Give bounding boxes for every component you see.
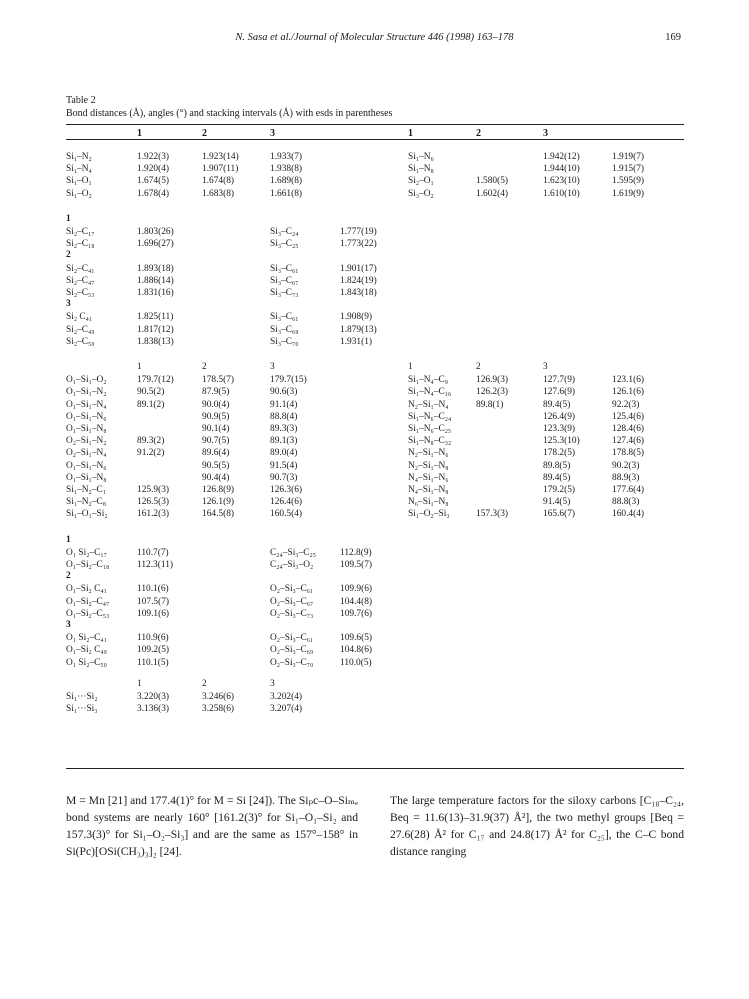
bond-label: Si₃–C₇₃ [270, 288, 299, 298]
bond-value: 1.942(12) [543, 152, 580, 162]
angle-label: O₁–Si₂ C₄₉ [66, 645, 107, 656]
bond-label: Si₃–C₆₉ [270, 324, 299, 335]
angle-label: O₁ Si₂–C₄₁ [66, 633, 107, 644]
angle-value: 90.9(5) [202, 411, 230, 422]
bond-value: 1.825(11) [137, 312, 174, 323]
angle-value: 179.7(15) [270, 375, 307, 386]
compound-section-label: 3 [66, 299, 71, 310]
angle-value: 125.4(6) [612, 411, 645, 422]
bond-value: 1.678(4) [137, 188, 170, 199]
bond-label: Si₂–C₁₈ [66, 239, 95, 250]
bond-label: Si₂–C₄₉ [66, 324, 95, 335]
angle-value: 107.5(7) [137, 596, 170, 607]
angle-value: 109.9(6) [340, 584, 373, 595]
bond-value: 1.893(18) [137, 263, 174, 274]
angle-value: 126.8(9) [202, 485, 235, 495]
angle-value: 123.1(6) [612, 375, 645, 386]
stack-value: 3.136(3) [137, 704, 170, 715]
angle-value: 126.3(6) [270, 485, 303, 495]
angle-label: O₁–Si₁–N₄ [66, 399, 107, 410]
compound-section-label: 2 [66, 571, 71, 582]
angle-label: Si₁–N₄–C₉ [408, 375, 449, 386]
stack-column-header: 1 [137, 678, 142, 689]
page-number: 169 [665, 32, 681, 43]
angle-label: N₂–Si₁–N₆ [408, 448, 449, 459]
angle-label: O₂–Si₃–C₆₁ [270, 633, 314, 644]
column-header: 3 [270, 128, 275, 139]
angle-value: 90.7(5) [202, 436, 230, 447]
table-bottom-rule [66, 768, 684, 769]
angle-value: 126.5(3) [137, 497, 170, 508]
angle-value: 89.8(5) [543, 460, 571, 471]
bond-label: Si₂–C₁₇ [66, 227, 95, 237]
bond-label: Si₂–O₁ [408, 176, 434, 187]
bond-label: Si₂ C₄₁ [66, 312, 93, 323]
angle-label: N₂–Si₁–N₄ [408, 399, 449, 410]
stack-value: 3.246(6) [202, 692, 235, 702]
bond-label: Si₃–C₆₁ [270, 312, 299, 323]
body-text-left: M = Mn [21] and 177.4(1)° for M = Si [24]). The Siₚc–O–Siₘₑ bond systems are nearly 160° [161.2(3)° for Si₁–O₁–Si₂ and 157.3(3)° for Si₁–O₂–Si₃] and are the same as 157°–158° in Si(Pc)[OSi(CH₃)₃]₂ [24]. [66, 794, 358, 858]
angle-label: O₁–Si₁–N₈ [66, 424, 107, 434]
angle-label: C₂₄–Si₃–C₂₅ [270, 547, 317, 558]
bond-label: Si₁–N₆ [408, 152, 434, 162]
angle-value: 90.5(2) [137, 387, 165, 398]
bond-label: Si₁–O₂ [66, 188, 92, 199]
bond-value: 1.674(5) [137, 176, 170, 187]
bond-value: 1.610(10) [543, 188, 580, 199]
angle-label: O₁–Si₂ C₄₁ [66, 584, 107, 595]
angle-value: 88.8(3) [612, 497, 640, 508]
angle-label: Si₁–N₈–C₃₂ [408, 436, 452, 447]
angle-value: 89.0(4) [270, 448, 298, 459]
angle-value: 88.9(3) [612, 472, 640, 483]
body-text-right: The large temperature factors for the siloxy carbons [C₁₈–C₂₄, Beq = 11.6(13)–31.9(37) Å²], the two methyl groups [Beq = 27.6(28) Å² for C₁₇ and 24.8(17) Å² for C₂₅], the C–C bond distance ranging [390, 794, 684, 858]
angle-value: 127.7(9) [543, 375, 576, 386]
angle-label: Si₁–N₂–C₈ [66, 497, 107, 508]
bond-label: Si₃–C₆₁ [270, 263, 299, 274]
bond-value: 1.944(10) [543, 164, 580, 175]
angle-label: O₁–Si₂–C₄₇ [66, 596, 110, 607]
angle-value: 109.7(6) [340, 608, 373, 619]
bond-value: 1.901(17) [340, 263, 377, 274]
bond-label: Si₂–C₄₇ [66, 275, 95, 286]
bond-label: Si₁–O₁ [66, 176, 92, 187]
angle-value: 178.2(5) [543, 448, 576, 459]
bond-value: 1.931(1) [340, 336, 373, 347]
angle-value: 110.7(7) [137, 547, 169, 558]
angle-value: 104.8(6) [340, 645, 373, 656]
angle-label: O₂–Si₃–C₇₃ [270, 608, 314, 619]
bond-label: Si₂–C₄₁ [66, 263, 95, 274]
bond-value: 1.595(9) [612, 176, 645, 187]
compound-section-label: 3 [66, 620, 71, 630]
angle-value: 89.8(1) [476, 399, 504, 410]
angle-value: 178.5(7) [202, 375, 235, 386]
angle-value: 90.4(4) [202, 472, 230, 483]
column-header: 1 [408, 128, 413, 139]
angle-value: 109.2(5) [137, 645, 170, 656]
angle-value: 177.6(4) [612, 485, 645, 495]
bond-label: Si₂–C₅₀ [66, 336, 95, 347]
angle-value: 126.2(3) [476, 387, 509, 398]
angle-label: Si₁–O₁–Si₂ [66, 509, 108, 520]
angle-label: Si₁–N₄–C₁₆ [408, 387, 452, 398]
angle-label: O₁ Si₂–C₁₇ [66, 547, 107, 558]
angle-value: 179.7(12) [137, 375, 174, 386]
angle-label: O₁–Si₁–N₈ [66, 472, 107, 483]
angle-value: 109.5(7) [340, 560, 373, 570]
table-top-rule [66, 124, 684, 125]
angle-value: 165.6(7) [543, 509, 576, 520]
bond-value: 1.879(13) [340, 324, 377, 335]
column-header: 3 [543, 128, 548, 139]
angle-value: 123.3(9) [543, 424, 576, 434]
angle-label: O₁–Si₁–O₂ [66, 375, 107, 386]
angle-label: O₁–Si₁–N₂ [66, 387, 107, 398]
angle-value: 160.5(4) [270, 509, 303, 520]
angle-value: 112.8(9) [340, 547, 372, 558]
angle-value: 178.8(5) [612, 448, 645, 459]
angle-label: C₂₄–Si₃–O₂ [270, 560, 314, 570]
angle-column-header: 2 [202, 362, 207, 372]
stack-value: 3.207(4) [270, 704, 303, 715]
angle-value: 89.4(5) [543, 399, 571, 410]
angle-value: 104.4(8) [340, 596, 373, 607]
angle-value: 91.5(4) [270, 460, 298, 471]
angle-label: O₁ Si₂–C₅₀ [66, 657, 107, 668]
stack-label: Si₁···Si₂ [66, 692, 98, 702]
angle-column-header: 1 [408, 362, 413, 372]
angle-value: 161.2(3) [137, 509, 170, 520]
angle-value: 126.4(9) [543, 411, 576, 422]
angle-value: 91.4(5) [543, 497, 571, 508]
angle-label: Si₁–N₂–C₁ [66, 485, 107, 495]
bond-value: 1.817(12) [137, 324, 174, 335]
angle-value: 91.1(4) [270, 399, 298, 410]
table-title: Bond distances (Å), angles (°) and stacking intervals (Å) with esds in parentheses [66, 108, 393, 119]
angle-label: O₁–Si₁–N₆ [66, 460, 107, 471]
bond-value: 1.886(14) [137, 275, 174, 286]
angle-value: 92.2(3) [612, 399, 640, 410]
bond-value: 1.661(8) [270, 188, 303, 199]
stack-column-header: 3 [270, 678, 275, 689]
journal-citation: N. Sasa et al./Journal of Molecular Structure 446 (1998) 163–178 [235, 32, 514, 43]
bond-value: 1.923(14) [202, 152, 239, 162]
stack-value: 3.258(6) [202, 704, 235, 715]
angle-value: 89.1(2) [137, 399, 165, 410]
bond-value: 1.824(19) [340, 275, 377, 286]
bond-value: 1.674(8) [202, 176, 235, 187]
angle-value: 126.9(3) [476, 375, 509, 386]
angle-value: 87.9(5) [202, 387, 230, 398]
stack-value: 3.220(3) [137, 692, 170, 702]
bond-label: Si₃–C₂₅ [270, 239, 299, 250]
angle-value: 112.3(11) [137, 560, 174, 570]
angle-value: 90.5(5) [202, 460, 230, 471]
bond-value: 1.619(9) [612, 188, 645, 199]
bond-value: 1.915(7) [612, 164, 645, 175]
bond-value: 1.843(18) [340, 288, 377, 298]
angle-value: 109.1(6) [137, 608, 170, 619]
bond-value: 1.922(3) [137, 152, 170, 162]
angle-label: O₂–Si₁–N₂ [66, 436, 107, 447]
stack-value: 3.202(4) [270, 692, 303, 702]
bond-value: 1.803(26) [137, 227, 174, 237]
table-header-rule [66, 139, 684, 140]
angle-value: 127.4(6) [612, 436, 645, 447]
bond-value: 1.938(8) [270, 164, 303, 175]
angle-label: O₁–Si₂–C₅₃ [66, 608, 110, 619]
bond-label: Si₃–O₂ [408, 188, 434, 199]
angle-label: N₄–Si₁–N₈ [408, 485, 449, 495]
angle-label: O₂–Si₁–N₄ [66, 448, 107, 459]
angle-value: 157.3(3) [476, 509, 509, 520]
angle-value: 90.7(3) [270, 472, 298, 483]
angle-label: O₁–Si₂–C₁₈ [66, 560, 110, 570]
bond-label: Si₃–C₂₄ [270, 227, 299, 237]
bond-value: 1.623(10) [543, 176, 580, 187]
bond-value: 1.689(8) [270, 176, 303, 187]
angle-label: Si₁–N₆–C₂₅ [408, 424, 452, 434]
angle-value: 89.6(4) [202, 448, 230, 459]
bond-label: Si₁–N₂ [66, 152, 92, 162]
angle-value: 89.1(3) [270, 436, 298, 447]
angle-value: 90.1(4) [202, 424, 230, 434]
column-header: 1 [137, 128, 142, 139]
stack-column-header: 2 [202, 678, 207, 689]
bond-value: 1.831(16) [137, 288, 174, 298]
bond-value: 1.907(11) [202, 164, 239, 175]
column-header: 2 [476, 128, 481, 139]
angle-value: 128.4(6) [612, 424, 645, 434]
angle-label: Si₁–O₂–Si₃ [408, 509, 450, 520]
angle-label: O₂–Si₃–C₆₁ [270, 584, 314, 595]
angle-label: O₁–Si₁–N₆ [66, 411, 107, 422]
bond-label: Si₁–N₄ [66, 164, 92, 175]
bond-value: 1.580(5) [476, 176, 509, 187]
bond-value: 1.777(19) [340, 227, 377, 237]
angle-label: N₆–Si₁–N₈ [408, 497, 449, 508]
angle-value: 126.1(6) [612, 387, 645, 398]
angle-value: 110.1(6) [137, 584, 169, 595]
angle-value: 89.3(2) [137, 436, 165, 447]
bond-value: 1.696(27) [137, 239, 174, 250]
compound-section-label: 1 [66, 213, 71, 224]
angle-label: O₂–Si₃–C₆₇ [270, 596, 314, 607]
angle-label: N₂–Si₁–N₈ [408, 460, 449, 471]
angle-value: 88.8(4) [270, 411, 298, 422]
angle-value: 110.9(6) [137, 633, 169, 644]
bond-value: 1.773(22) [340, 239, 377, 250]
angle-value: 164.5(8) [202, 509, 235, 520]
compound-section-label: 2 [66, 250, 71, 261]
bond-value: 1.683(8) [202, 188, 235, 199]
angle-value: 125.3(10) [543, 436, 580, 447]
angle-value: 110.0(5) [340, 657, 372, 668]
angle-value: 90.0(4) [202, 399, 230, 410]
bond-label: Si₃–C₇₀ [270, 336, 299, 347]
angle-label: O₂–Si₃–C₇₀ [270, 657, 314, 668]
compound-section-label: 1 [66, 534, 71, 545]
bond-value: 1.920(4) [137, 164, 170, 175]
bond-value: 1.919(7) [612, 152, 645, 162]
angle-value: 160.4(4) [612, 509, 645, 520]
table-caption [66, 94, 392, 120]
angle-value: 89.3(3) [270, 424, 298, 434]
stack-label: Si₁···Si₃ [66, 704, 98, 715]
angle-value: 126.1(9) [202, 497, 235, 508]
column-header: 2 [202, 128, 207, 139]
bond-value: 1.838(13) [137, 336, 174, 347]
angle-value: 127.6(9) [543, 387, 576, 398]
angle-column-header: 3 [270, 362, 275, 372]
angle-column-header: 1 [137, 362, 142, 372]
table-label: Table 2 [66, 95, 96, 106]
running-header [0, 32, 749, 48]
angle-value: 109.6(5) [340, 633, 373, 644]
angle-label: Si₁–N₆–C₂₄ [408, 411, 452, 422]
bond-value: 1.908(9) [340, 312, 373, 323]
angle-column-header: 3 [543, 362, 548, 372]
angle-value: 90.6(3) [270, 387, 298, 398]
angle-column-header: 2 [476, 362, 481, 372]
angle-label: N₄–Si₁–N₆ [408, 472, 449, 483]
angle-label: O₂–Si₃–C₆₉ [270, 645, 314, 656]
angle-value: 90.2(3) [612, 460, 640, 471]
angle-value: 110.1(5) [137, 657, 169, 668]
angle-value: 91.2(2) [137, 448, 165, 459]
angle-value: 126.4(6) [270, 497, 303, 508]
angle-value: 125.9(3) [137, 485, 170, 495]
bond-label: Si₃–C₆₇ [270, 275, 299, 286]
angle-value: 89.4(5) [543, 472, 571, 483]
bond-label: Si₂–C₅₃ [66, 288, 95, 298]
angle-value: 179.2(5) [543, 485, 576, 495]
bond-value: 1.602(4) [476, 188, 509, 199]
bond-label: Si₁–N₈ [408, 164, 434, 175]
bond-value: 1.933(7) [270, 152, 303, 162]
